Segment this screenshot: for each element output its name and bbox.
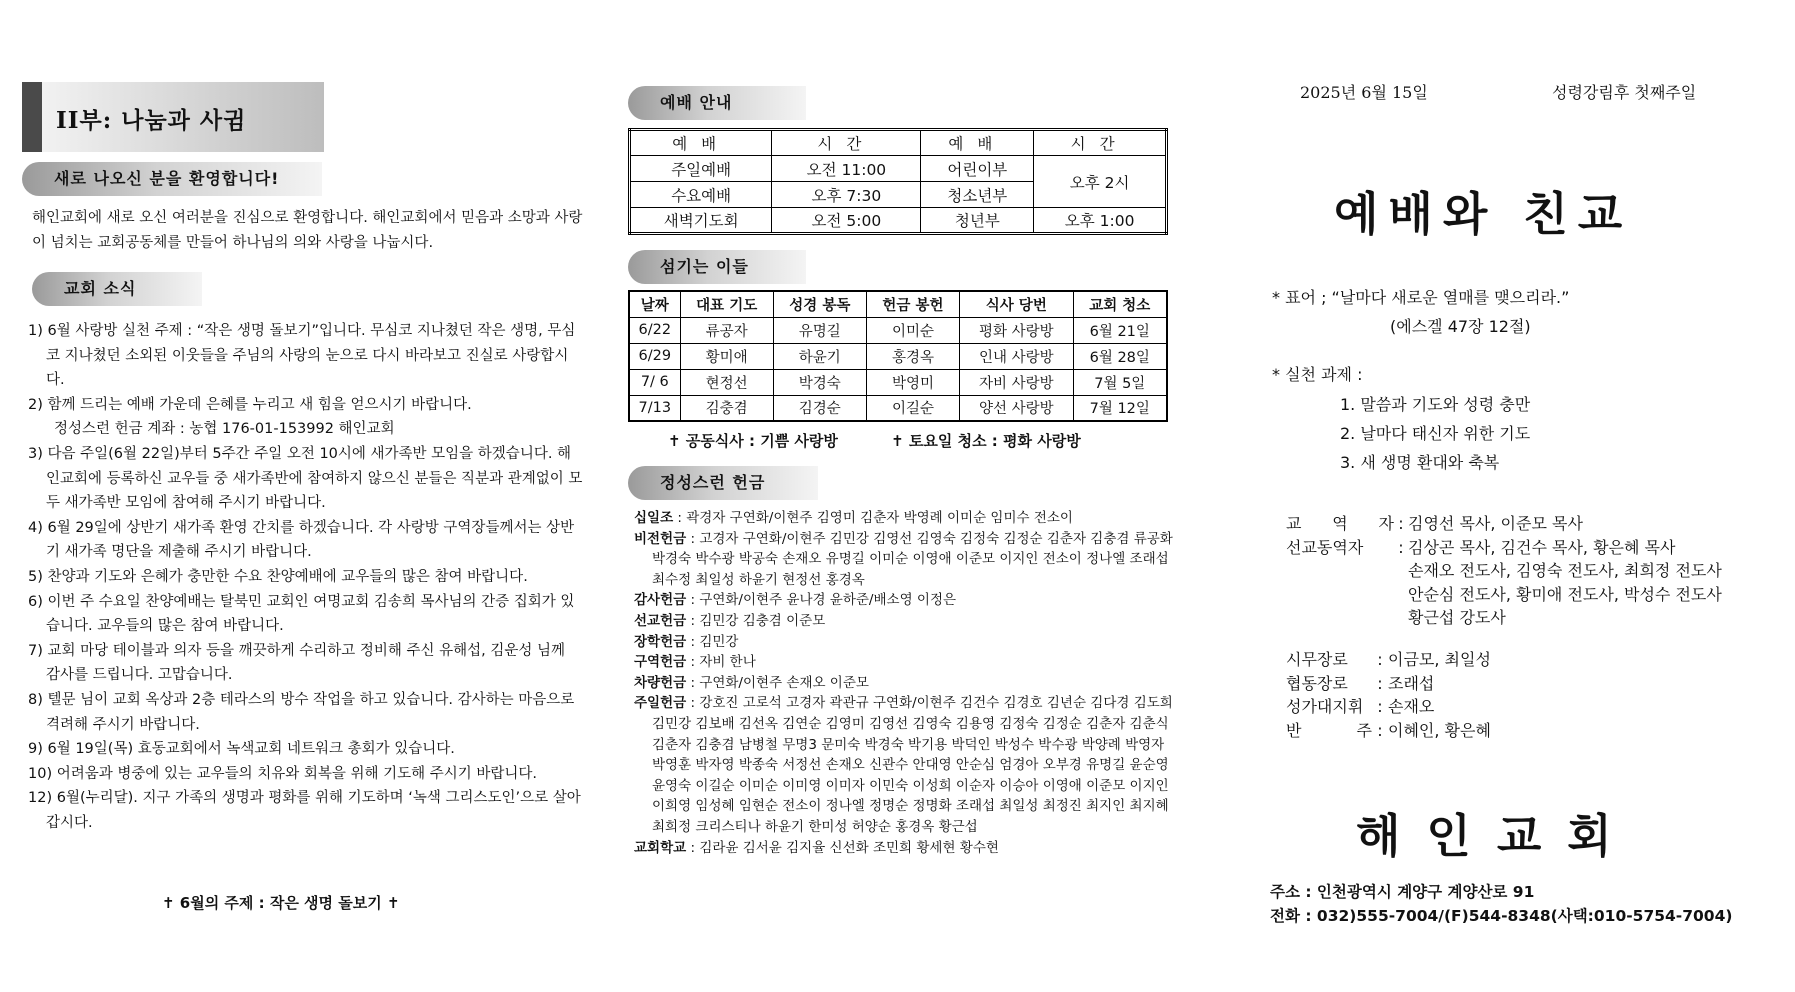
offering-label: 차량헌금 <box>634 674 687 691</box>
serve-cell: 박경숙 <box>773 369 866 395</box>
serve-cell: 김충겸 <box>680 395 773 421</box>
news-item: 9) 6월 19일(목) 효동교회에서 녹색교회 네트워크 총회가 있습니다. <box>28 741 455 758</box>
news-item: 12) 6월(누리달). 지구 가족의 생명과 평화를 위해 기도하며 ‘녹색 그리스도인’으로 살아갑시다. <box>28 790 581 831</box>
part-title: II부: 나눔과 사귐 <box>56 107 247 134</box>
staff-value: 김영선 목사, 이준모 목사 <box>1408 514 1583 533</box>
serve-cell: 이길순 <box>866 395 959 421</box>
serve-header: 헌금 봉헌 <box>866 291 959 317</box>
serve-cell: 유명길 <box>773 317 866 343</box>
serve-heading: 섬기는 이들 <box>628 250 806 284</box>
serve-table <box>628 290 1168 422</box>
news-heading: 교회 소식 <box>32 272 202 306</box>
task-item: 1. 말씀과 기도와 성령 충만 <box>1340 395 1531 414</box>
news-item: 4) 6월 29일에 상반기 새가족 환영 간치를 하겠습니다. 각 사랑방 구역장들께서는 상반기 새가족 명단을 제출해 주시기 바랍니다. <box>28 519 575 561</box>
service-time: 오전 11:00 <box>772 156 921 182</box>
offering-item: 십일조 : 곽경자 구연화/이현주 김영미 김춘자 박영례 이미순 임미수 전소이 <box>634 510 1073 526</box>
serve-cell: 6/29 <box>629 343 680 369</box>
church-phone: 전화 : 032)555-7004/(F)544-8348(사택:010-5754-7004) <box>1270 907 1733 925</box>
contact-info <box>1270 880 1732 928</box>
offering-label: 선교헌금 <box>634 612 687 629</box>
staff-row: 시무장로 : 이금모, 최일성 <box>1286 648 1491 672</box>
offering-label: 장학헌금 <box>634 633 687 650</box>
serve-header: 식사 당번 <box>960 291 1074 317</box>
table-row <box>629 395 1167 421</box>
offering-names: 고경자 구연화/이현주 김민강 김영선 김영숙 김정숙 김정순 김춘자 김충겸 류공화 박경숙 박수광 박공숙 손재오 유명길 이미순 이영애 이준모 이지인 전소이 정나엘 조래섭 최수정 최일성 하윤기 현정선 홍경옥 <box>652 530 1173 588</box>
monthly-theme: ✝ 6월의 주제 : 작은 생명 돌보기 ✝ <box>162 894 400 912</box>
offering-label: 감사헌금 <box>634 592 687 609</box>
ministers <box>1286 512 1758 630</box>
news-account: 정성스런 헌금 계좌 : 농협 176-01-153992 해인교회 <box>54 421 395 438</box>
serve-cell: 6/22 <box>629 317 680 343</box>
offering-list <box>634 508 1179 858</box>
serve-notes <box>668 430 1129 451</box>
serve-header: 교회 청소 <box>1073 291 1167 317</box>
staff-row: 성가대지휘 : 손재오 <box>1286 695 1491 719</box>
table-row <box>629 317 1167 343</box>
service-heading: 예배 안내 <box>628 86 806 120</box>
news-item: 6) 이번 주 수요일 찬양예배는 탈북민 교회인 여명교회 김송희 목사님의 간증 집회가 있습니다. 교우들의 많은 참여 바랍니다. <box>28 593 575 635</box>
serve-cell: 이미순 <box>866 317 959 343</box>
service-header: 시간 <box>772 130 921 156</box>
news-item: 1) 6월 사랑방 실천 주제 : “작은 생명 돌보기”입니다. 무심코 지나쳤던 작은 생명, 무심코 지나쳤던 소외된 이웃들을 주님의 사랑의 눈으로 다시 바라보고 진실로 사랑합시다. <box>28 323 576 389</box>
offering-label: 십일조 <box>634 510 674 526</box>
serve-cell: 인내 사랑방 <box>960 343 1074 369</box>
news-item: 7) 교회 마당 테이블과 의자 등을 깨끗하게 수리하고 정비해 주신 유해섭, 김운성 님께 감사를 드립니다. 고맙습니다. <box>28 642 566 684</box>
service-time: 오후 7:30 <box>772 182 921 208</box>
offering-item: 감사헌금 : 구연화/이현주 윤나경 윤하준/배소영 이정은 <box>634 592 957 609</box>
serve-cell: 류공자 <box>680 317 773 343</box>
serve-header: 성경 봉독 <box>773 291 866 317</box>
serve-cell: 황미애 <box>680 343 773 369</box>
serve-cell: 하윤기 <box>773 343 866 369</box>
service-header: 예배 <box>630 130 772 156</box>
welcome-heading: 새로 나오신 분을 환영합니다! <box>22 162 322 196</box>
offering-label: 교회학교 <box>634 839 687 856</box>
service-name: 어린이부 <box>921 156 1034 182</box>
liturgical-sunday: 성령강림후 첫째주일 <box>1552 83 1697 102</box>
welcome-text: 해인교회에 새로 오신 여러분을 진심으로 환영합니다. 해인교회에서 믿음과 소망과 사랑이 넘치는 교회공동체를 만들어 하나님의 의와 사랑을 나눕시다. <box>32 210 583 251</box>
staff-row: 반 주 : 이혜인, 황은혜 <box>1286 719 1491 743</box>
serve-cell: 7월 5일 <box>1073 369 1167 395</box>
staff-label: 선교동역자 <box>1286 537 1364 557</box>
staff-label: 성가대지휘 <box>1286 697 1364 716</box>
staff-row: 선교동역자 : 김상곤 목사, 김건수 목사, 황은혜 목사 손재오 전도사, 김영숙 전도사, 최희정 전도사 안순심 전도사, 황미애 전도사, 박성수 전도사 황근섭 강도사 <box>1286 536 1758 630</box>
staff-value: 손재오 <box>1388 697 1435 716</box>
church-address: 주소 : 인천광역시 계양구 계양산로 91 <box>1270 883 1535 901</box>
serve-cell: 6월 28일 <box>1073 343 1167 369</box>
service-name: 청년부 <box>921 208 1034 234</box>
staff-label: 시무장로 <box>1286 650 1348 669</box>
serve-cell: 홍경옥 <box>866 343 959 369</box>
right-column <box>1230 0 1790 992</box>
news-item: 5) 찬양과 기도와 은혜가 충만한 수요 찬양예배에 교우들의 많은 참여 바랍니다. <box>28 568 528 585</box>
motto-reference: (에스겔 47장 12절) <box>1390 317 1531 336</box>
staff-value: 김상곤 목사, 김건수 목사, 황은혜 목사 손재오 전도사, 김영숙 전도사, 최희정 전도사 안순심 전도사, 황미애 전도사, 박성수 전도사 황근섭 강도사 <box>1408 537 1722 627</box>
tasks-list <box>1340 390 1530 477</box>
left-column <box>22 0 587 992</box>
offering-names: 강호진 고로석 고경자 곽관규 구연화/이현주 김건수 김경호 김년순 김다경 김도희 김민강 김보배 김선옥 김연순 김영미 김영선 김영숙 김용영 김정숙 김정순 김춘자 김춘식 김춘자 김충겸 남병철 무명3 문미숙 박경숙 박기용 박덕인 박성수 박수광 박양례 박영자 박영훈 박자영 박종숙 서정선 손재오 신관수 안대영 안순심 엄경아 오부경 유명길 윤순영 윤영숙 이길순 이미순 이미영 이미자 이민숙 이성희 이순자 이승아 이영애 이준모 이지인 이희영 임성혜 임현순 전소이 정나엘 정명순 정명화 조래섭 최일성 최정진 최지인 최지혜 최희정 크리스티나 하윤기 한미성 허양순 홍경옥 황근섭 <box>652 695 1173 835</box>
offering-item: 장학헌금 : 김민강 <box>634 633 739 650</box>
table-row <box>629 343 1167 369</box>
offering-names: 자비 한나 <box>699 654 756 671</box>
service-time: 오전 5:00 <box>772 208 921 234</box>
service-name: 새벽기도회 <box>630 208 772 234</box>
main-title: 예배와 친교 <box>1334 187 1633 241</box>
service-name: 수요예배 <box>630 182 772 208</box>
elders <box>1286 648 1491 742</box>
staff-label: 반 주 <box>1286 720 1372 740</box>
bulletin-date: 2025년 6월 15일 <box>1300 83 1428 102</box>
offering-names: 김민강 <box>699 633 739 650</box>
service-header: 시간 <box>1034 130 1167 156</box>
offering-names: 곽경자 구연화/이현주 김영미 김춘자 박영례 이미순 임미수 전소이 <box>686 510 1073 526</box>
offering-names: 구연화/이현주 손재오 이준모 <box>699 674 869 691</box>
staff-value: 이혜인, 황은혜 <box>1388 720 1491 740</box>
tasks-heading: * 실천 과제 : <box>1272 365 1363 384</box>
offering-heading: 정성스런 헌금 <box>628 466 818 500</box>
offering-item: 비전헌금 : 고경자 구연화/이현주 김민강 김영선 김영숙 김정숙 김정순 김춘자 김충겸 류공화 박경숙 박수광 박공숙 손재오 유명길 이미순 이영애 이준모 이지인 전소이 정나엘 조래섭 최수정 최일성 하윤기 현정선 홍경옥 <box>634 530 1173 588</box>
task-item: 3. 새 생명 환대와 축복 <box>1340 453 1500 472</box>
common-meal-note: ✝ 공동식사 : 기쁨 사랑방 <box>668 432 838 450</box>
serve-cell: 7/13 <box>629 395 680 421</box>
serve-cell: 7월 12일 <box>1073 395 1167 421</box>
service-time: 오후 2시 <box>1034 156 1167 208</box>
offering-names: 구연화/이현주 윤나경 윤하준/배소영 이정은 <box>699 592 957 609</box>
news-list <box>28 319 583 835</box>
staff-row: 협동장로 : 조래섭 <box>1286 672 1491 696</box>
yearly-motto: * 표어 ; “날마다 새로운 열매를 맺으리라.” <box>1272 288 1570 307</box>
table-row <box>629 369 1167 395</box>
service-name: 청소년부 <box>921 182 1034 208</box>
news-item: 2) 함께 드리는 예배 가운데 은혜를 누리고 새 힘을 얻으시기 바랍니다. <box>28 396 472 413</box>
service-table <box>628 128 1168 235</box>
saturday-cleaning-note: ✝ 토요일 청소 : 평화 사랑방 <box>891 432 1081 450</box>
service-time: 오후 1:00 <box>1034 208 1167 234</box>
service-name: 주일예배 <box>630 156 772 182</box>
serve-cell: 양선 사랑방 <box>960 395 1074 421</box>
serve-cell: 6월 21일 <box>1073 317 1167 343</box>
offering-item: 교회학교 : 김라윤 김서윤 김지율 신선화 조민희 황세현 황수현 <box>634 839 999 856</box>
news-item: 8) 텔문 님이 교회 옥상과 2층 테라스의 방수 작업을 하고 있습니다. 감사하는 마음으로 격려해 주시기 바랍니다. <box>28 691 575 733</box>
serve-header: 날짜 <box>629 291 680 317</box>
staff-value: 조래섭 <box>1388 673 1435 693</box>
offering-item: 선교헌금 : 김민강 김충겸 이준모 <box>634 612 826 629</box>
offering-item: 차량헌금 : 구연화/이현주 손재오 이준모 <box>634 674 869 691</box>
middle-column <box>628 0 1180 992</box>
staff-value: 이금모, 최일성 <box>1388 650 1491 669</box>
task-item: 2. 날마다 태신자 위한 기도 <box>1340 424 1531 443</box>
offering-label: 주일헌금 <box>634 695 687 712</box>
offering-item: 구역헌금 : 자비 한나 <box>634 654 756 671</box>
offering-names: 김민강 김충겸 이준모 <box>699 612 826 629</box>
news-item: 3) 다음 주일(6월 22일)부터 5주간 주일 오전 10시에 새가족반 모임을 하겠습니다. 해인교회에 등록하신 교우들 중 새가족반에 참여하지 않으신 분들은 직분과 관계없이 모두 새가족반 모임에 참여해 주시기 바랍니다. <box>28 445 583 512</box>
offering-item: 주일헌금 : 강호진 고로석 고경자 곽관규 구연화/이현주 김건수 김경호 김년순 김다경 김도희 김민강 김보배 김선옥 김연순 김영미 김영선 김영숙 김용영 김정숙 김정순 김춘자 김춘식 김춘자 김충겸 남병철 무명3 문미숙 박경숙 박기용 박덕인 박성수 박수광 박양례 박영자 박영훈 박자영 박종숙 서정선 손재오 신관수 안대영 안순심 엄경아 오부경 유명길 윤순영 윤영숙 이길순 이미순 이미영 이미자 이민숙 이성희 이순자 이승아 이영애 이준모 이지인 이희영 임성혜 임현순 전소이 정나엘 정명순 정명화 조래섭 최일성 최정진 최지인 최지혜 최희정 크리스티나 하윤기 한미성 허양순 홍경옥 황근섭 <box>634 695 1173 835</box>
offering-label: 비전헌금 <box>634 530 687 547</box>
offering-names: 김라윤 김서윤 김지율 신선화 조민희 황세현 황수현 <box>699 839 999 856</box>
staff-label: 교 역 자 <box>1286 514 1394 533</box>
serve-cell: 평화 사랑방 <box>960 317 1074 343</box>
serve-cell: 현정선 <box>680 369 773 395</box>
church-name: 해인교회 <box>1356 809 1638 863</box>
offering-label: 구역헌금 <box>634 654 687 671</box>
serve-cell: 김경순 <box>773 395 866 421</box>
serve-header: 대표 기도 <box>680 291 773 317</box>
serve-cell: 자비 사랑방 <box>960 369 1074 395</box>
serve-cell: 박영미 <box>866 369 959 395</box>
news-item: 10) 어려움과 병중에 있는 교우들의 치유와 회복을 위해 기도해 주시기 바랍니다. <box>28 765 538 782</box>
staff-row: 교 역 자 : 김영선 목사, 이준모 목사 <box>1286 512 1758 536</box>
serve-cell: 7/ 6 <box>629 369 680 395</box>
part-banner <box>22 82 324 152</box>
service-header: 예배 <box>921 130 1034 156</box>
staff-label: 협동장로 <box>1286 673 1348 693</box>
